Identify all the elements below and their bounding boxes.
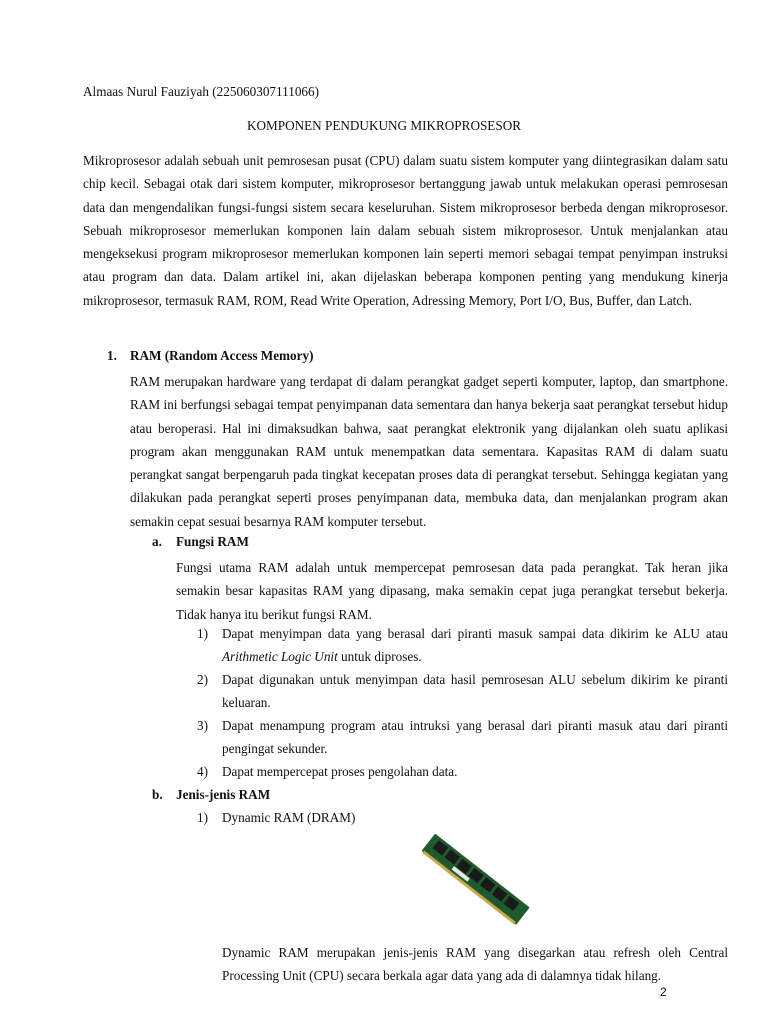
list-item-italic-term: Arithmetic Logic Unit	[222, 649, 338, 665]
list-item: Dynamic RAM (DRAM)	[222, 810, 356, 825]
list-item-number: 3)	[197, 718, 208, 733]
ram-module-image	[420, 830, 530, 930]
ram-description: RAM merupakan hardware yang terdapat di dalam perangkat gadget seperti komputer, laptop, dan smartphone. RAM ini berfungsi sebagai tempat penyimpanan data sementara dan hanya bekerja saat perangkat tersebut hidup atau beroperasi. Hal ini dimaksudkan bahwa, saat perangkat elektronik yang dijalankan oleh suatu aplikasi program akan menggunakan RAM untuk menempatkan data sementara. Kapasitas RAM di dalam suatu perangkat sangat berpengaruh pada tingkat kecepatan proses data di perangkat tersebut. Sehingga kegiatan yang dilakukan pada perangkat seperti proses penyimpanan data, membuka data, dan menjalankan program akan semakin cepat sesuai besarnya RAM komputer tersebut.	[130, 374, 728, 529]
fungsi-description: Fungsi utama RAM adalah untuk mempercepat pemrosesan data pada perangkat. Tak heran jika semakin besar kapasitas RAM yang dipasang, maka semakin cepat juga perangkat tersebut bekerja. Tidak hanya itu berikut fungsi RAM.	[176, 560, 728, 622]
section-number: 1.	[107, 348, 117, 363]
page-number: 2	[660, 985, 667, 999]
list-item-number: 1)	[197, 626, 208, 641]
list-item-number: 2)	[197, 672, 208, 687]
list-item: Dapat menampung program atau intruksi yang berasal dari piranti masuk atau dari piranti pengingat sekunder.	[222, 718, 728, 757]
section-title: RAM (Random Access Memory)	[130, 348, 314, 363]
document-title: KOMPONEN PENDUKUNG MIKROPROSESOR	[246, 118, 522, 133]
list-item-text: Dapat menyimpan data yang berasal dari piranti masuk sampai data dikirim ke ALU atau	[222, 626, 728, 641]
author-line: Almaas Nurul Fauziyah (225060307111066)	[83, 84, 319, 99]
dram-description: Dynamic RAM merupakan jenis-jenis RAM yang disegarkan atau refresh oleh Central Processing Unit (CPU) secara berkala agar data yang ada di dalamnya tidak hilang.	[222, 945, 728, 984]
subsection-a-title: Fungsi RAM	[176, 534, 249, 549]
intro-paragraph: Mikroprosesor adalah sebuah unit pemrosesan pusat (CPU) dalam suatu sistem komputer yang diintegrasikan dalam satu chip kecil. Sebagai otak dari sistem komputer, mikroprosesor bertanggung jawab untuk melakukan operasi pemrosesan data dan mengendalikan fungsi-fungsi sistem secara keseluruhan. Sistem mikroprosesor berbeda dengan mikroprosesor. Sebuah mikroprosesor memerlukan komponen lain dalam sebuah sistem mikroprosesor. Untuk menjalankan atau mengeksekusi program mikroprosesor memerlukan komponen lain seperti memori sebagai tempat penyimpan instruksi atau program dan data. Dalam artikel ini, akan dijelaskan beberapa komponen penting yang mendukung kinerja mikroprosesor, termasuk RAM, ROM, Read Write Operation, Adressing Memory, Port I/O, Bus, Buffer, dan Latch.	[83, 153, 728, 308]
list-item: Dapat digunakan untuk menyimpan data hasil pemrosesan ALU sebelum dikirim ke piranti keluaran.	[222, 672, 728, 711]
subsection-b-title: Jenis-jenis RAM	[176, 787, 271, 802]
subsection-a-letter: a.	[152, 534, 162, 549]
list-item	[222, 622, 728, 669]
list-item-number: 4)	[197, 764, 208, 779]
list-item-number: 1)	[197, 810, 208, 825]
list-item: Dapat mempercepat proses pengolahan data.	[222, 764, 458, 779]
subsection-b-letter: b.	[152, 787, 163, 802]
list-item-text-end: untuk diproses.	[337, 649, 422, 665]
